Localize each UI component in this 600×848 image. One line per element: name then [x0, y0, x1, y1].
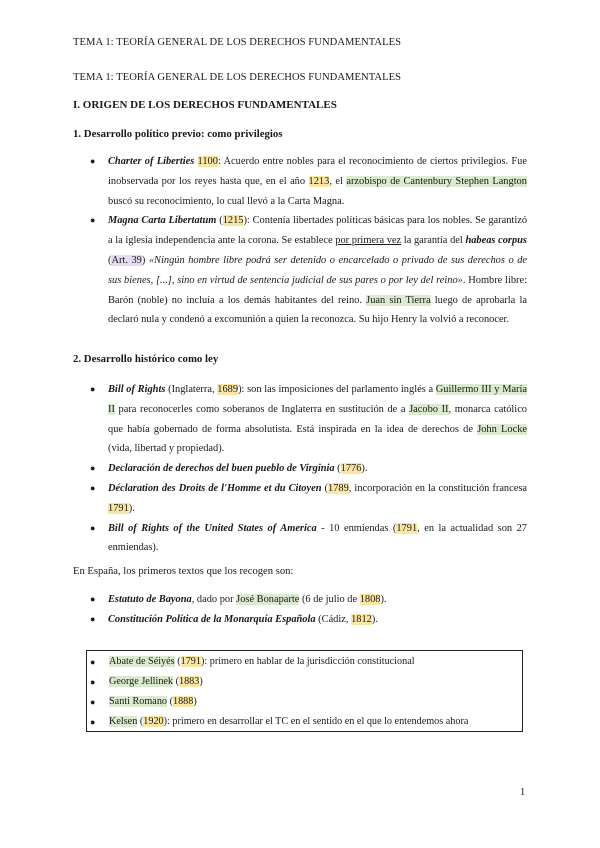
text-run: ). [361, 463, 368, 475]
highlight-year: 1215 [222, 215, 244, 227]
bullet-icon: ● [90, 613, 96, 624]
text-run: (vida, libertad y propiedad). [108, 443, 225, 455]
item-term: Déclaration des Droits de l'Homme et du Citoyen [108, 482, 322, 494]
highlight-person: arzobispo de Cantenbury Stephen Langton [346, 175, 527, 187]
text-run: ( [108, 254, 112, 266]
text-run: , el [329, 175, 347, 187]
text-run: ( [137, 716, 144, 727]
highlight-person: Juan sin Tierra [366, 294, 431, 306]
bullet-icon: ● [90, 482, 96, 493]
text-run: . Hombre libre: Barón (noble) no incluía a los demás habitantes del reino. [108, 274, 527, 306]
text-run: ) [193, 696, 197, 707]
highlight-person: José Bonaparte [236, 594, 300, 605]
spain-intro: En España, los primeros textos que los recogen son: [73, 566, 294, 577]
list-item [87, 211, 527, 330]
text-run: , dado por [191, 594, 237, 605]
text-run: ): primero en hablar de la jurisdicción constitucional [200, 656, 415, 667]
list-item [87, 672, 468, 692]
quote-text: «Ningún hombre libre podrá ser detenido o encarcelado o privado de sus derechos o de sus bienes, [...], sino en virtud de sentencia judicial de sus pares o por ley del reino» [108, 254, 527, 286]
text-run: para reconocerles como soberanos de Inglaterra en sustitución de a [114, 403, 410, 415]
spain-list [87, 590, 527, 630]
highlight-year: 1776 [340, 463, 362, 475]
highlight-year: 1791 [180, 656, 201, 667]
item-term: Constitución Política de la Monarquía Española [108, 613, 316, 625]
highlight-year: 1791 [108, 502, 129, 514]
highlight-person: Jacobo II [409, 403, 449, 415]
item-term: Charter of Liberties [108, 156, 195, 167]
highlight-year: 1920 [143, 716, 164, 727]
bullet-icon: ● [90, 215, 96, 226]
list-item [87, 519, 527, 559]
text-run: ): primero en desarrollar el TC en el sentido en el que lo entendemos ahora [163, 716, 469, 727]
highlight-person: Abate de Séiyés [109, 656, 175, 667]
list-item [87, 152, 527, 211]
text-run: ( [173, 676, 179, 687]
item-term: Estatuto de Bayona [108, 594, 192, 605]
text-run: (6 de julio de [299, 594, 360, 605]
item-term: Declaración de derechos del buen pueblo de Virginia [108, 463, 335, 475]
text-run: ) [141, 254, 149, 266]
text-run: ( [321, 482, 329, 494]
page-number: 1 [520, 787, 526, 798]
text-run: ( [216, 215, 223, 227]
text-run: ): Contenía libertades políticas básicas para los nobles. Se garantizó a la iglesia independencia ante la corona. Se establece [108, 215, 528, 247]
highlight-year: 1888 [172, 696, 194, 707]
text-run: buscó su reconocimiento, lo cual llevó a la Carta Magna. [108, 195, 345, 207]
privileges-list [87, 152, 527, 330]
subsection-heading-privileges: 1. Desarrollo político previo: como privilegios [73, 128, 283, 140]
text-run: ( [167, 696, 173, 707]
running-header: TEMA 1: TEORÍA GENERAL DE LOS DERECHOS FUNDAMENTALES [73, 37, 402, 48]
text-run: , en la actualidad son 27 enmiendas). [108, 522, 527, 554]
list-item [87, 692, 468, 712]
highlight-year: 1100 [197, 156, 218, 167]
highlight-article: Art. 39 [111, 254, 142, 266]
text-run: , monarca católico que había gobernado de forma absolutista. Está inspirada en la idea de derechos de [108, 403, 527, 435]
highlight-person: Santi Romano [109, 696, 168, 707]
highlight-person: George Jellinek [109, 676, 174, 687]
bullet-icon: ● [90, 384, 96, 394]
highlight-year: 1883 [178, 676, 200, 687]
list-item [87, 712, 468, 732]
list-item [87, 590, 527, 610]
text-run: ( [174, 656, 181, 667]
highlight-person: Kelsen [109, 716, 138, 727]
bullet-icon: ● [90, 677, 96, 687]
item-term: Magna Carta Libertatum [108, 215, 217, 227]
highlight-person: John Locke [477, 423, 527, 435]
text-run: (Cádiz, [315, 613, 352, 625]
list-item [87, 652, 468, 672]
text-run: : Acuerdo entre nobles para el reconocimiento de ciertos privilegios. Fue inobservada por los reyes hasta que, en el año [108, 156, 527, 187]
item-term: habeas corpus [465, 235, 527, 247]
item-term: Bill of Rights of the United States of America [108, 522, 317, 534]
subsection-heading-law: 2. Desarrollo histórico como ley [73, 353, 219, 365]
list-item [87, 610, 527, 630]
list-item [87, 459, 527, 479]
highlight-person: Guillermo III y María II [108, 384, 528, 415]
item-term: Bill of Rights [108, 384, 166, 395]
text-run: luego de aprobarla la declaró nula y condenó a excomunión a quien la reconozca. Su hijo Henry la volvió a reconocer. [108, 294, 527, 326]
underlined-text: por primera vez [335, 235, 402, 247]
bullet-icon: ● [90, 697, 96, 707]
text-run: ). [371, 613, 378, 625]
section-heading: I. ORIGEN DE LOS DERECHOS FUNDAMENTALES [73, 99, 337, 111]
highlight-year: 1213 [308, 175, 330, 187]
bullet-icon: ● [90, 717, 96, 727]
bullet-icon: ● [90, 594, 96, 604]
document-title: TEMA 1: TEORÍA GENERAL DE LOS DERECHOS FUNDAMENTALES [73, 72, 402, 83]
list-item [87, 380, 527, 459]
jurists-list [87, 652, 468, 732]
text-run: ). [380, 594, 387, 605]
highlight-year: 1791 [396, 522, 418, 534]
bullet-icon: ● [90, 522, 96, 533]
text-run: la garantía del [401, 235, 466, 247]
bullet-icon: ● [90, 657, 96, 667]
text-run: - 10 enmiendas ( [316, 522, 397, 534]
text-run: ( [334, 463, 341, 475]
text-run: (Inglaterra, [165, 384, 218, 395]
jurists-box [86, 650, 523, 732]
highlight-year: 1808 [359, 594, 381, 605]
text-run: ) [199, 676, 203, 687]
highlight-year: 1689 [217, 384, 239, 395]
text-run: , incorporación en la constitución francesa [348, 482, 527, 494]
bullet-icon: ● [90, 156, 96, 166]
text-run: ). [128, 502, 135, 514]
law-list [87, 380, 527, 558]
text-run: ): son las imposiciones del parlamento inglés a [238, 384, 436, 395]
highlight-year: 1789 [328, 482, 349, 494]
bullet-icon: ● [90, 463, 96, 474]
list-item [87, 479, 527, 519]
highlight-year: 1812 [351, 613, 372, 625]
